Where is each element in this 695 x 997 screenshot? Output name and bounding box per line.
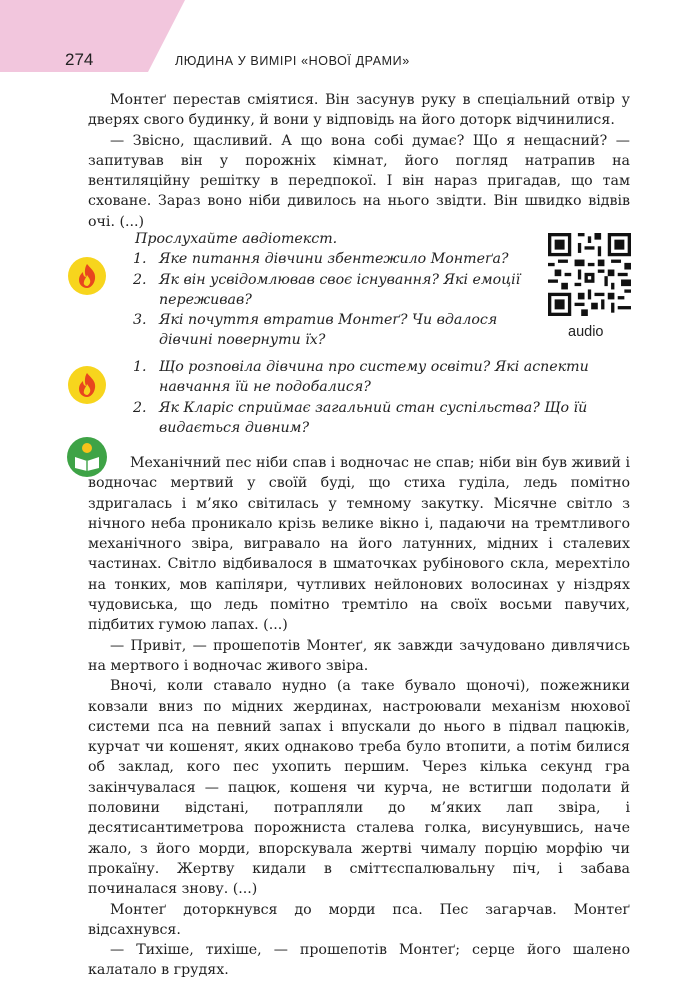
top-text <box>88 90 630 232</box>
paragraph: Монтеґ доторкнувся до морди пса. Пес загарчав. Монтеґ відсахнувся. <box>88 901 630 938</box>
fire-icon <box>68 257 106 295</box>
qr-audio-label: audio <box>568 324 604 340</box>
paragraph: Монтеґ перестав сміятися. Він засунув руку в спеціальний отвір у дверях свого будинку, й вони у відповідь на його доторк відчинилися. <box>88 92 630 129</box>
running-title: ЛЮДИНА У ВИМІРІ «НОВОЇ ДРАМИ» <box>175 54 410 68</box>
paragraph: — Звісно, щасливий. А що вона собі думає? Що я нещасний? — запитував він у порожніх кімнат, його погляд натрапив на вентиляційну решітку в передпокої. І він нараз пригадав, що там сховане. Зараз воно ніби дивилось на нього звідти. Він швидко відвів очі. (...) <box>88 132 630 230</box>
list-item: 2. Як він усвідомлював своє існування? Які емоції переживав? <box>133 271 521 308</box>
task-discussion-questions <box>133 357 631 438</box>
fire-icon <box>68 366 106 404</box>
page-number: 274 <box>65 50 94 69</box>
list-item: 1. Що розповіла дівчина про систему освіти? Які аспекти навчання їй не подобалися? <box>133 359 589 396</box>
main-text <box>88 453 630 981</box>
paragraph: — Тихіше, тихіше, — прошепотів Монтеґ; серце його шалено калатало в грудях. <box>88 942 630 979</box>
list-item: 1. Яке питання дівчини збентежило Монтеґа? <box>133 251 509 268</box>
list-item: 2. Як Кларіс сприймає загальний стан суспільства? Що їй видається дивним? <box>133 399 588 436</box>
task-heading: Прослухайте авдіотекст. <box>135 231 338 247</box>
qr-code-icon[interactable] <box>548 233 631 316</box>
list-item: 3. Які почуття втратив Монтеґ? Чи вдалося дівчині повернути їх? <box>133 312 498 349</box>
paragraph: — Привіт, — прошепотів Монтеґ, як завжди зачудовано дивлячись на мертвого і водночас живого звіра. <box>88 637 630 674</box>
paragraph: Механічний пес ніби спав і водночас не спав; ніби він був живий і водночас мертвий у своїй буді, що стиха гуділа, ледь помітно здригалась і м’яко світилась у темному закутку. Місячне світло з нічного неба проникало крізь велике вікно і, падаючи на тремтливого механічного звіра, вигравало на його латунних, мідних і сталевих частинах. Світло відбивалося в шматочках рубінового скла, мерехтіло на тонких, мов капіляри, чутливих нейлонових волосинах у ніздрях чудовиська, що ледь помітно тремтіло на своїх восьми павучих, підбитих гумою лапах. (...) <box>88 455 630 634</box>
paragraph: Вночі, коли ставало нудно (а таке бувало щоночі), пожежники ковзали вниз по мідних жердинах, настроювали механізм нюхової системи пса на певний запах і впускали до нього в підвал пацюків, курчат чи кошенят, яких однаково треба було втопити, а потім билися об заклад, кого пес ухопить першим. Через кілька секунд гра закінчувалася — пацюк, кошеня чи курча, не встигши подолати й половини відстані, потрапляли до м’яких лап звіра, і десятисантиметрова порожниста сталева голка, висунувшись, наче жало, з його морди, впорскувала жертві чималу порцію морфію чи прокаїну. Жертву кидали в сміттєспалювальну піч, і забава починалася знову. (...) <box>88 678 630 898</box>
task-audio-questions <box>133 229 543 351</box>
